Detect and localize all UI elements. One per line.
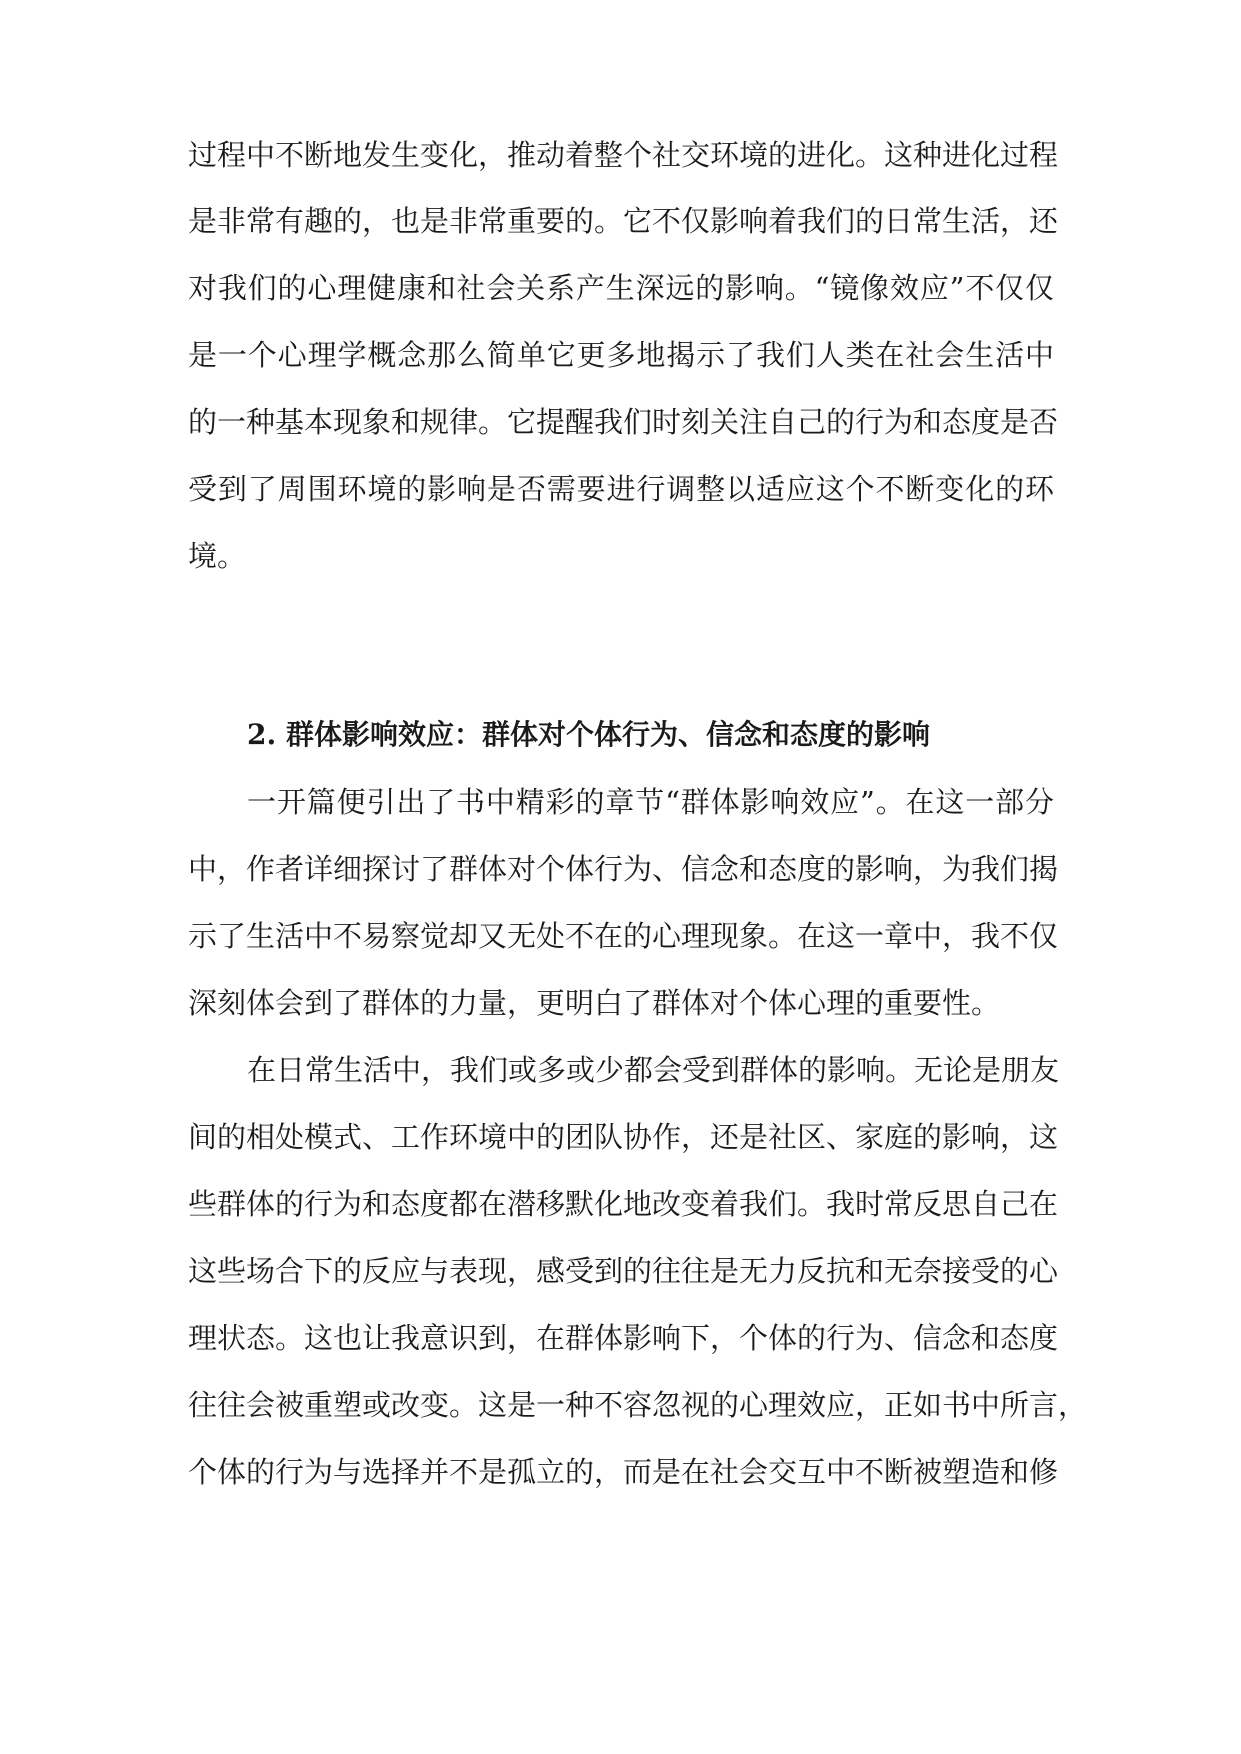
section-heading: 2. 群体影响效应：群体对个体行为、信念和态度的影响 [247, 718, 930, 751]
paragraph-line: 是非常有趣的，也是非常重要的。它不仅影响着我们的日常生活，还 [188, 204, 1059, 238]
paragraph-line: 是一个心理学概念那么简单它更多地揭示了我们人类在社会生活中 [188, 338, 1054, 372]
paragraph-line: 在日常生活中，我们或多或少都会受到群体的影响。无论是朋友 [247, 1053, 1060, 1087]
paragraph-line: 理状态。这也让我意识到，在群体影响下，个体的行为、信念和态度 [188, 1321, 1059, 1355]
paragraph-line: 境。 [188, 539, 247, 573]
paragraph-line: 些群体的行为和态度都在潜移默化地改变着我们。我时常反思自己在 [188, 1187, 1059, 1221]
paragraph-line: 对我们的心理健康和社会关系产生深远的影响。“镜像效应”不仅仅 [188, 271, 1054, 305]
paragraph-line: 中，作者详细探讨了群体对个体行为、信念和态度的影响，为我们揭 [188, 852, 1059, 886]
paragraph-line: 一开篇便引出了书中精彩的章节“群体影响效应”。在这一部分 [247, 785, 1054, 819]
paragraph-line: 受到了周围环境的影响是否需要进行调整以适应这个不断变化的环 [188, 472, 1054, 506]
paragraph-line: 个体的行为与选择并不是孤立的，而是在社会交互中不断被塑造和修 [188, 1455, 1059, 1489]
paragraph-line: 往往会被重塑或改变。这是一种不容忽视的心理效应，正如书中所言， [188, 1388, 1088, 1422]
paragraph-line: 深刻体会到了群体的力量，更明白了群体对个体心理的重要性。 [188, 986, 1001, 1020]
paragraph-line: 示了生活中不易察觉却又无处不在的心理现象。在这一章中，我不仅 [188, 919, 1059, 953]
paragraph-line: 间的相处模式、工作环境中的团队协作，还是社区、家庭的影响，这 [188, 1120, 1059, 1154]
paragraph-line: 过程中不断地发生变化，推动着整个社交环境的进化。这种进化过程 [188, 138, 1059, 172]
paragraph-line: 的一种基本现象和规律。它提醒我们时刻关注自己的行为和态度是否 [188, 405, 1059, 439]
paragraph-line: 这些场合下的反应与表现，感受到的往往是无力反抗和无奈接受的心 [188, 1254, 1059, 1288]
